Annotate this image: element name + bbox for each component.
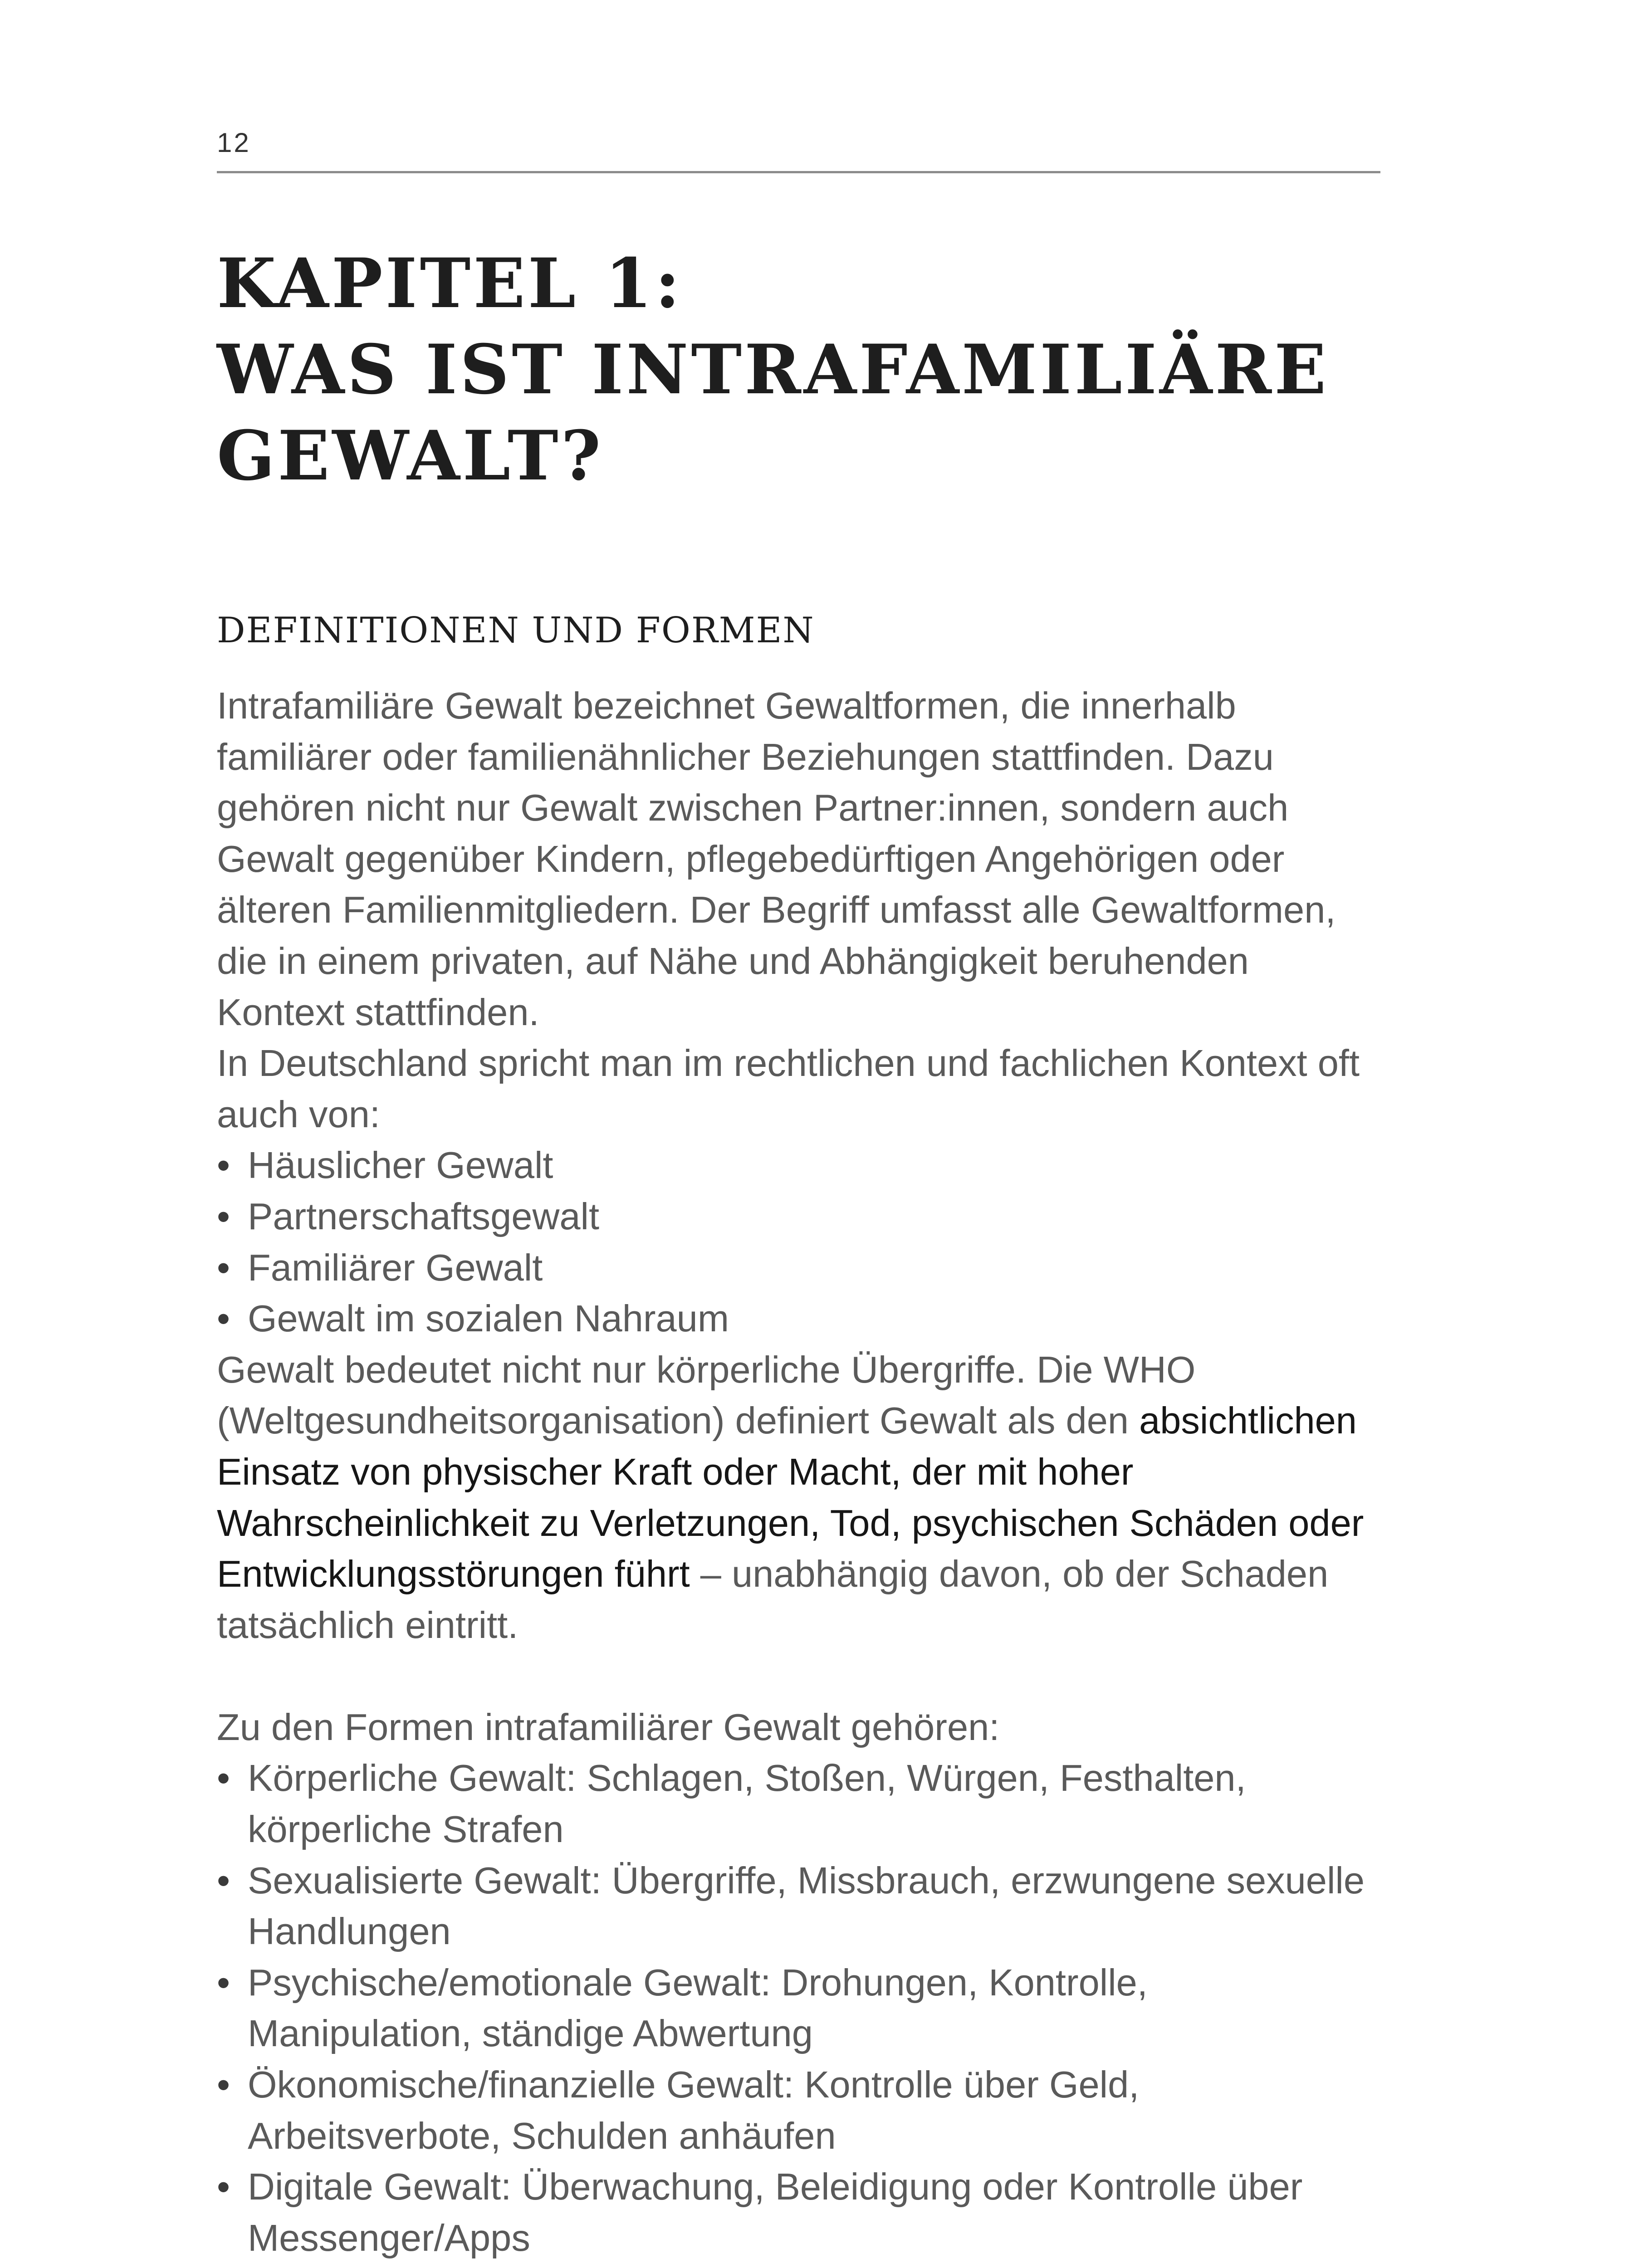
list-item: • Ökonomische/finanzielle Gewalt: Kontrolle über Geld, Arbeitsverbote, Schulden anhäufen: [217, 2059, 1380, 2161]
header-rule: [217, 171, 1380, 173]
who-definition-emphasis: absichtlichen Einsatz von physischer Kraft oder Macht, der mit hoher Wahrscheinlichkeit zu Verletzungen, Tod, psychischen Schäden oder Entwicklungsstörungen führt: [217, 1399, 1364, 1595]
document-page: [217, 0, 1380, 2268]
list-item: • Partnerschaftsgewalt: [217, 1191, 1380, 1242]
page-number: 12: [217, 127, 251, 158]
chapter-title-line-2: WAS IST INTRAFAMILIÄRE: [217, 330, 1329, 410]
section-heading: DEFINITIONEN UND FORMEN: [217, 610, 815, 651]
paragraph-gap: [217, 1651, 1380, 1702]
chapter-title-line-1: KAPITEL 1:: [217, 244, 683, 323]
list-item: • Sexualisierte Gewalt: Übergriffe, Missbrauch, erzwungene sexuelle Handlungen: [217, 1855, 1380, 1957]
who-paragraph-end: – unabhängig davon, ob der Schaden tatsächlich eintritt.: [217, 1553, 1329, 1646]
list-item: • Familiärer Gewalt: [217, 1242, 1380, 1294]
intro-paragraph: Intrafamiliäre Gewalt bezeichnet Gewaltformen, die innerhalb familiärer oder familienähnlicher Beziehungen stattfinden. Dazu gehören nicht nur Gewalt zwischen Partner:innen, sondern auch Gewalt gegenüber Kindern, pflegebedürftigen Angehörigen oder älteren Familienmitgliedern. Der Begriff umfasst alle Gewaltformen, die in einem privaten, auf Nähe und Abhängigkeit beruhenden Kontext stattfinden.: [217, 684, 1336, 1033]
forms-intro: Zu den Formen intrafamiliärer Gewalt gehören:: [217, 1706, 1000, 1748]
chapter-title-line-3: GEWALT?: [217, 416, 604, 496]
list-item: • Körperliche Gewalt: Schlagen, Stoßen, Würgen, Festhalten, körperliche Strafen: [217, 1753, 1380, 1855]
who-paragraph-start: Gewalt bedeutet nicht nur körperliche Übergriffe. Die WHO (Weltgesundheitsorganisation) definiert Gewalt als den: [217, 1348, 1196, 1442]
body-text: [217, 680, 1380, 2263]
germany-paragraph: In Deutschland spricht man im rechtlichen und fachlichen Kontext oft auch von:: [217, 1042, 1360, 1135]
forms-list: [217, 1753, 1380, 2263]
who-paragraph: [217, 1344, 1380, 1651]
list-item: • Häuslicher Gewalt: [217, 1140, 1380, 1191]
list-item: • Gewalt im sozialen Nahraum: [217, 1293, 1380, 1344]
terms-list: [217, 1140, 1380, 1344]
list-item: • Psychische/emotionale Gewalt: Drohungen, Kontrolle, Manipulation, ständige Abwertung: [217, 1957, 1380, 2059]
chapter-title: [217, 240, 1380, 499]
list-item: • Digitale Gewalt: Überwachung, Beleidigung oder Kontrolle über Messenger/Apps: [217, 2161, 1380, 2263]
